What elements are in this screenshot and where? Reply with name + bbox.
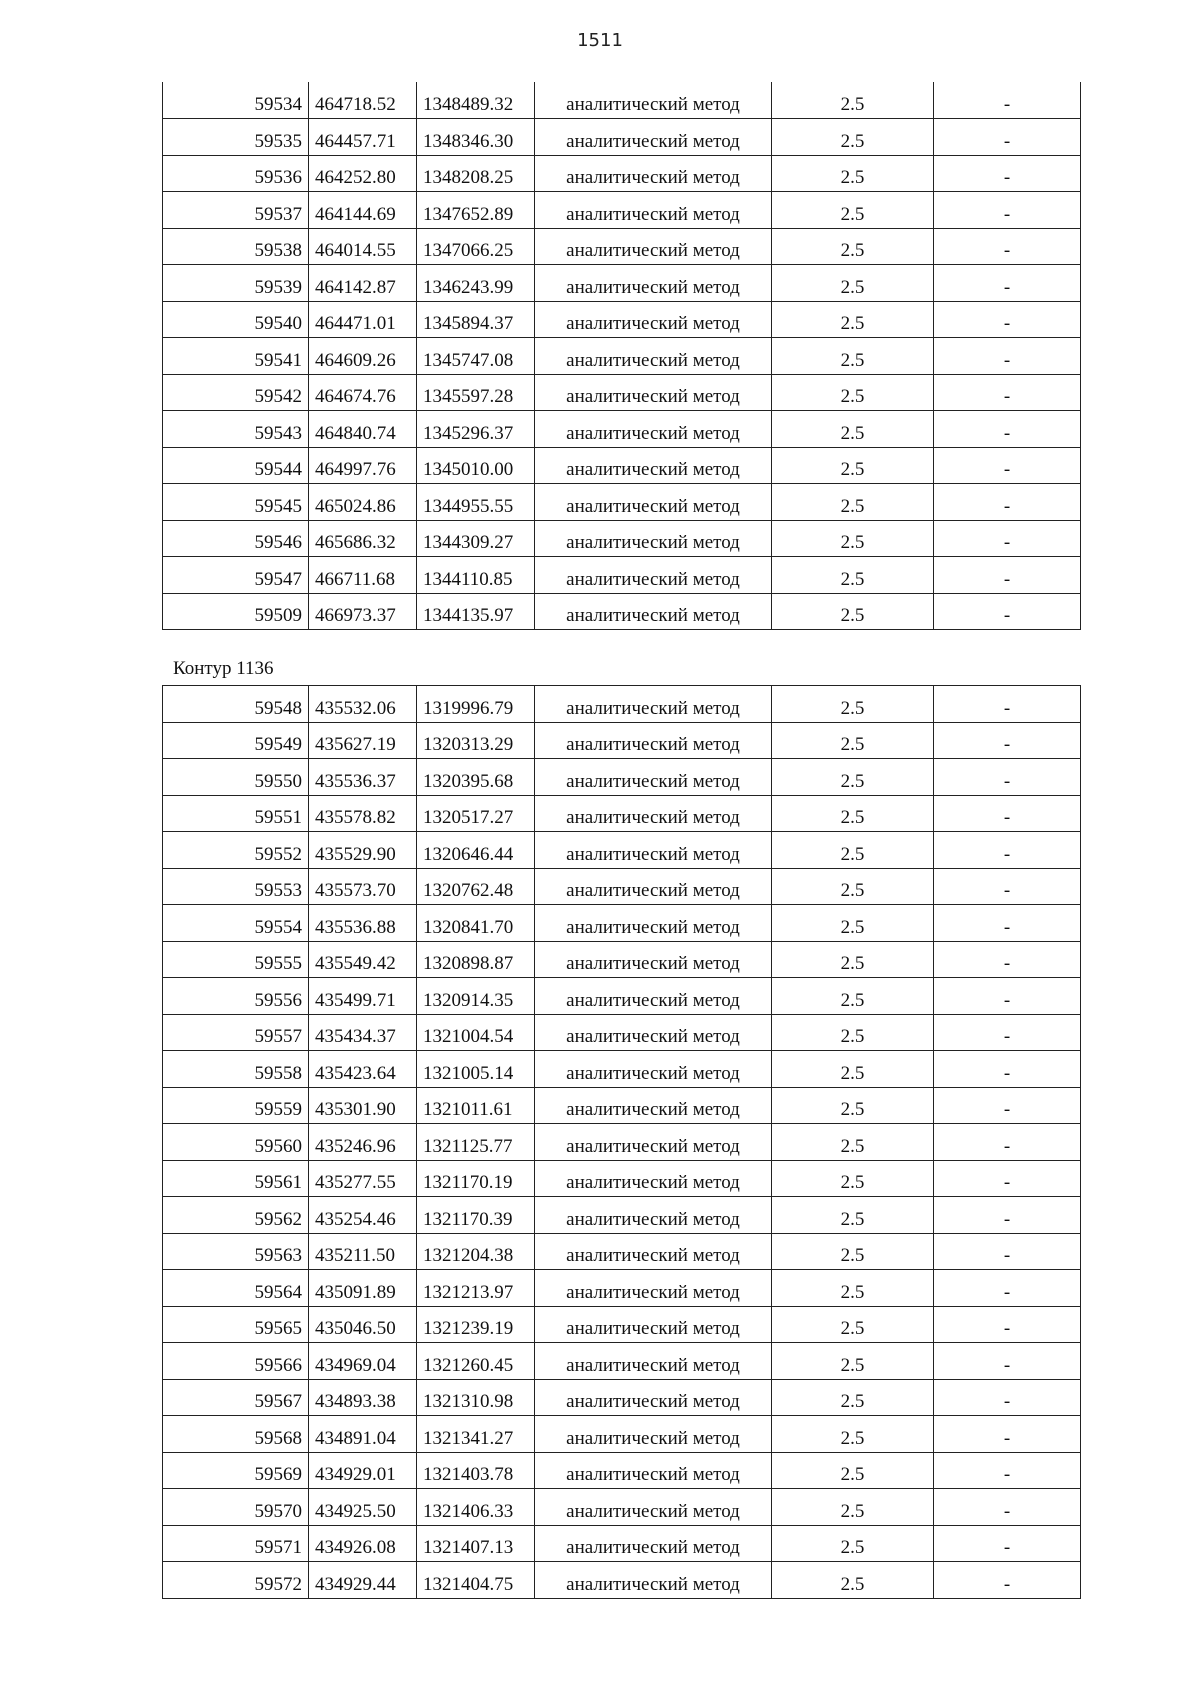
- point-number-cell: 59562: [163, 1197, 309, 1234]
- table-row: [163, 119, 1081, 156]
- y-coordinate-cell: 1345597.28: [417, 374, 535, 411]
- method-cell: аналитический метод: [535, 795, 772, 832]
- page-number: 1511: [577, 30, 623, 51]
- accuracy-cell: 2.5: [772, 686, 934, 723]
- note-cell: -: [934, 1379, 1081, 1416]
- accuracy-cell: 2.5: [772, 978, 934, 1015]
- method-cell: аналитический метод: [535, 155, 772, 192]
- method-cell: аналитический метод: [535, 1270, 772, 1307]
- accuracy-cell: 2.5: [772, 1489, 934, 1526]
- table-row: [163, 520, 1081, 557]
- accuracy-cell: 2.5: [772, 301, 934, 338]
- y-coordinate-cell: 1348208.25: [417, 155, 535, 192]
- point-number-cell: 59548: [163, 686, 309, 723]
- note-cell: -: [934, 1343, 1081, 1380]
- point-number-cell: 59535: [163, 119, 309, 156]
- method-cell: аналитический метод: [535, 265, 772, 302]
- method-cell: аналитический метод: [535, 1489, 772, 1526]
- table-row: [163, 759, 1081, 796]
- table-row: [163, 155, 1081, 192]
- x-coordinate-cell: 435423.64: [309, 1051, 417, 1088]
- point-number-cell: 59569: [163, 1452, 309, 1489]
- x-coordinate-cell: 464144.69: [309, 192, 417, 229]
- point-number-cell: 59556: [163, 978, 309, 1015]
- y-coordinate-cell: 1321170.19: [417, 1160, 535, 1197]
- table-row: [163, 1124, 1081, 1161]
- note-cell: -: [934, 411, 1081, 448]
- y-coordinate-cell: 1320517.27: [417, 795, 535, 832]
- point-number-cell: 59567: [163, 1379, 309, 1416]
- x-coordinate-cell: 464142.87: [309, 265, 417, 302]
- point-number-cell: 59561: [163, 1160, 309, 1197]
- y-coordinate-cell: 1345747.08: [417, 338, 535, 375]
- y-coordinate-cell: 1345894.37: [417, 301, 535, 338]
- accuracy-cell: 2.5: [772, 557, 934, 594]
- accuracy-cell: 2.5: [772, 1197, 934, 1234]
- accuracy-cell: 2.5: [772, 593, 934, 630]
- table-row: [163, 905, 1081, 942]
- table-row: [163, 557, 1081, 594]
- x-coordinate-cell: 464471.01: [309, 301, 417, 338]
- x-coordinate-cell: 435301.90: [309, 1087, 417, 1124]
- accuracy-cell: 2.5: [772, 759, 934, 796]
- y-coordinate-cell: 1321004.54: [417, 1014, 535, 1051]
- accuracy-cell: 2.5: [772, 795, 934, 832]
- accuracy-cell: 2.5: [772, 1124, 934, 1161]
- accuracy-cell: 2.5: [772, 265, 934, 302]
- method-cell: аналитический метод: [535, 374, 772, 411]
- table-row: [163, 301, 1081, 338]
- y-coordinate-cell: 1321213.97: [417, 1270, 535, 1307]
- point-number-cell: 59570: [163, 1489, 309, 1526]
- accuracy-cell: 2.5: [772, 1160, 934, 1197]
- y-coordinate-cell: 1347652.89: [417, 192, 535, 229]
- point-number-cell: 59543: [163, 411, 309, 448]
- table-row: [163, 411, 1081, 448]
- method-cell: аналитический метод: [535, 338, 772, 375]
- table-row: [163, 1197, 1081, 1234]
- x-coordinate-cell: 435246.96: [309, 1124, 417, 1161]
- method-cell: аналитический метод: [535, 1379, 772, 1416]
- x-coordinate-cell: 435254.46: [309, 1197, 417, 1234]
- accuracy-cell: 2.5: [772, 447, 934, 484]
- table-row: [163, 978, 1081, 1015]
- table-row: [163, 82, 1081, 119]
- point-number-cell: 59558: [163, 1051, 309, 1088]
- method-cell: аналитический метод: [535, 1014, 772, 1051]
- y-coordinate-cell: 1321239.19: [417, 1306, 535, 1343]
- table-row: [163, 265, 1081, 302]
- y-coordinate-cell: 1345296.37: [417, 411, 535, 448]
- note-cell: -: [934, 1014, 1081, 1051]
- note-cell: -: [934, 1124, 1081, 1161]
- contour-label: Контур 1136: [173, 658, 274, 679]
- y-coordinate-cell: 1320646.44: [417, 832, 535, 869]
- table-row: [163, 941, 1081, 978]
- point-number-cell: 59559: [163, 1087, 309, 1124]
- x-coordinate-cell: 434929.01: [309, 1452, 417, 1489]
- accuracy-cell: 2.5: [772, 1306, 934, 1343]
- table-row: [163, 192, 1081, 229]
- point-number-cell: 59554: [163, 905, 309, 942]
- x-coordinate-cell: 466711.68: [309, 557, 417, 594]
- note-cell: -: [934, 484, 1081, 521]
- x-coordinate-cell: 434926.08: [309, 1525, 417, 1562]
- accuracy-cell: 2.5: [772, 722, 934, 759]
- accuracy-cell: 2.5: [772, 1379, 934, 1416]
- point-number-cell: 59549: [163, 722, 309, 759]
- method-cell: аналитический метод: [535, 1416, 772, 1453]
- y-coordinate-cell: 1348346.30: [417, 119, 535, 156]
- table-row: [163, 868, 1081, 905]
- note-cell: -: [934, 447, 1081, 484]
- x-coordinate-cell: 435211.50: [309, 1233, 417, 1270]
- point-number-cell: 59571: [163, 1525, 309, 1562]
- point-number-cell: 59568: [163, 1416, 309, 1453]
- note-cell: -: [934, 301, 1081, 338]
- method-cell: аналитический метод: [535, 1160, 772, 1197]
- method-cell: аналитический метод: [535, 447, 772, 484]
- point-number-cell: 59545: [163, 484, 309, 521]
- x-coordinate-cell: 435549.42: [309, 941, 417, 978]
- accuracy-cell: 2.5: [772, 1087, 934, 1124]
- note-cell: -: [934, 1051, 1081, 1088]
- y-coordinate-cell: 1347066.25: [417, 228, 535, 265]
- x-coordinate-cell: 464252.80: [309, 155, 417, 192]
- method-cell: аналитический метод: [535, 1525, 772, 1562]
- method-cell: аналитический метод: [535, 119, 772, 156]
- note-cell: -: [934, 1525, 1081, 1562]
- y-coordinate-cell: 1321406.33: [417, 1489, 535, 1526]
- accuracy-cell: 2.5: [772, 941, 934, 978]
- table-row: [163, 338, 1081, 375]
- note-cell: -: [934, 374, 1081, 411]
- table-row: [163, 1233, 1081, 1270]
- accuracy-cell: 2.5: [772, 484, 934, 521]
- y-coordinate-cell: 1320898.87: [417, 941, 535, 978]
- method-cell: аналитический метод: [535, 557, 772, 594]
- y-coordinate-cell: 1321170.39: [417, 1197, 535, 1234]
- note-cell: -: [934, 686, 1081, 723]
- method-cell: аналитический метод: [535, 1452, 772, 1489]
- table-row: [163, 1525, 1081, 1562]
- method-cell: аналитический метод: [535, 1087, 772, 1124]
- x-coordinate-cell: 435499.71: [309, 978, 417, 1015]
- x-coordinate-cell: 435434.37: [309, 1014, 417, 1051]
- point-number-cell: 59542: [163, 374, 309, 411]
- point-number-cell: 59538: [163, 228, 309, 265]
- table-row: [163, 1562, 1081, 1599]
- accuracy-cell: 2.5: [772, 1525, 934, 1562]
- point-number-cell: 59540: [163, 301, 309, 338]
- note-cell: -: [934, 1233, 1081, 1270]
- x-coordinate-cell: 434969.04: [309, 1343, 417, 1380]
- point-number-cell: 59572: [163, 1562, 309, 1599]
- table-row: [163, 228, 1081, 265]
- x-coordinate-cell: 435046.50: [309, 1306, 417, 1343]
- accuracy-cell: 2.5: [772, 832, 934, 869]
- point-number-cell: 59566: [163, 1343, 309, 1380]
- x-coordinate-cell: 435091.89: [309, 1270, 417, 1307]
- accuracy-cell: 2.5: [772, 338, 934, 375]
- x-coordinate-cell: 464609.26: [309, 338, 417, 375]
- accuracy-cell: 2.5: [772, 1233, 934, 1270]
- accuracy-cell: 2.5: [772, 1416, 934, 1453]
- method-cell: аналитический метод: [535, 411, 772, 448]
- point-number-cell: 59546: [163, 520, 309, 557]
- accuracy-cell: 2.5: [772, 1014, 934, 1051]
- y-coordinate-cell: 1344309.27: [417, 520, 535, 557]
- table-row: [163, 1416, 1081, 1453]
- accuracy-cell: 2.5: [772, 868, 934, 905]
- accuracy-cell: 2.5: [772, 119, 934, 156]
- method-cell: аналитический метод: [535, 593, 772, 630]
- y-coordinate-cell: 1321005.14: [417, 1051, 535, 1088]
- table-row: [163, 1343, 1081, 1380]
- accuracy-cell: 2.5: [772, 1452, 934, 1489]
- note-cell: -: [934, 868, 1081, 905]
- y-coordinate-cell: 1345010.00: [417, 447, 535, 484]
- note-cell: -: [934, 832, 1081, 869]
- x-coordinate-cell: 435532.06: [309, 686, 417, 723]
- method-cell: аналитический метод: [535, 905, 772, 942]
- table-row: [163, 1087, 1081, 1124]
- x-coordinate-cell: 464014.55: [309, 228, 417, 265]
- y-coordinate-cell: 1321403.78: [417, 1452, 535, 1489]
- x-coordinate-cell: 465686.32: [309, 520, 417, 557]
- note-cell: -: [934, 1452, 1081, 1489]
- table-row: [163, 1306, 1081, 1343]
- accuracy-cell: 2.5: [772, 192, 934, 229]
- x-coordinate-cell: 466973.37: [309, 593, 417, 630]
- method-cell: аналитический метод: [535, 1562, 772, 1599]
- note-cell: -: [934, 1562, 1081, 1599]
- y-coordinate-cell: 1348489.32: [417, 82, 535, 119]
- table-row: [163, 593, 1081, 630]
- method-cell: аналитический метод: [535, 301, 772, 338]
- table-row: [163, 1489, 1081, 1526]
- note-cell: -: [934, 520, 1081, 557]
- point-number-cell: 59563: [163, 1233, 309, 1270]
- y-coordinate-cell: 1344135.97: [417, 593, 535, 630]
- point-number-cell: 59544: [163, 447, 309, 484]
- accuracy-cell: 2.5: [772, 82, 934, 119]
- y-coordinate-cell: 1320914.35: [417, 978, 535, 1015]
- y-coordinate-cell: 1321204.38: [417, 1233, 535, 1270]
- note-cell: -: [934, 265, 1081, 302]
- method-cell: аналитический метод: [535, 759, 772, 796]
- method-cell: аналитический метод: [535, 1233, 772, 1270]
- table-row: [163, 484, 1081, 521]
- note-cell: -: [934, 1087, 1081, 1124]
- note-cell: -: [934, 1306, 1081, 1343]
- point-number-cell: 59547: [163, 557, 309, 594]
- note-cell: -: [934, 1197, 1081, 1234]
- point-number-cell: 59551: [163, 795, 309, 832]
- y-coordinate-cell: 1321125.77: [417, 1124, 535, 1161]
- note-cell: -: [934, 941, 1081, 978]
- point-number-cell: 59557: [163, 1014, 309, 1051]
- note-cell: -: [934, 155, 1081, 192]
- accuracy-cell: 2.5: [772, 1562, 934, 1599]
- x-coordinate-cell: 435627.19: [309, 722, 417, 759]
- coordinates-table: [162, 82, 1081, 630]
- table-row: [163, 1014, 1081, 1051]
- method-cell: аналитический метод: [535, 722, 772, 759]
- x-coordinate-cell: 464997.76: [309, 447, 417, 484]
- point-number-cell: 59564: [163, 1270, 309, 1307]
- note-cell: -: [934, 228, 1081, 265]
- y-coordinate-cell: 1320762.48: [417, 868, 535, 905]
- y-coordinate-cell: 1321404.75: [417, 1562, 535, 1599]
- accuracy-cell: 2.5: [772, 1051, 934, 1088]
- note-cell: -: [934, 192, 1081, 229]
- table-row: [163, 795, 1081, 832]
- note-cell: -: [934, 593, 1081, 630]
- method-cell: аналитический метод: [535, 1306, 772, 1343]
- table-row: [163, 374, 1081, 411]
- x-coordinate-cell: 464457.71: [309, 119, 417, 156]
- x-coordinate-cell: 435573.70: [309, 868, 417, 905]
- accuracy-cell: 2.5: [772, 1270, 934, 1307]
- y-coordinate-cell: 1321260.45: [417, 1343, 535, 1380]
- x-coordinate-cell: 465024.86: [309, 484, 417, 521]
- note-cell: -: [934, 722, 1081, 759]
- note-cell: -: [934, 905, 1081, 942]
- table-row: [163, 1270, 1081, 1307]
- method-cell: аналитический метод: [535, 192, 772, 229]
- x-coordinate-cell: 435529.90: [309, 832, 417, 869]
- accuracy-cell: 2.5: [772, 520, 934, 557]
- y-coordinate-cell: 1320841.70: [417, 905, 535, 942]
- table-row: [163, 447, 1081, 484]
- y-coordinate-cell: 1320313.29: [417, 722, 535, 759]
- y-coordinate-cell: 1346243.99: [417, 265, 535, 302]
- table-row: [163, 1452, 1081, 1489]
- table-row: [163, 686, 1081, 723]
- point-number-cell: 59552: [163, 832, 309, 869]
- note-cell: -: [934, 759, 1081, 796]
- x-coordinate-cell: 464840.74: [309, 411, 417, 448]
- table-row: [163, 722, 1081, 759]
- x-coordinate-cell: 435277.55: [309, 1160, 417, 1197]
- note-cell: -: [934, 82, 1081, 119]
- method-cell: аналитический метод: [535, 941, 772, 978]
- y-coordinate-cell: 1319996.79: [417, 686, 535, 723]
- method-cell: аналитический метод: [535, 520, 772, 557]
- accuracy-cell: 2.5: [772, 905, 934, 942]
- x-coordinate-cell: 434891.04: [309, 1416, 417, 1453]
- accuracy-cell: 2.5: [772, 1343, 934, 1380]
- method-cell: аналитический метод: [535, 1124, 772, 1161]
- note-cell: -: [934, 119, 1081, 156]
- x-coordinate-cell: 434925.50: [309, 1489, 417, 1526]
- point-number-cell: 59534: [163, 82, 309, 119]
- method-cell: аналитический метод: [535, 1197, 772, 1234]
- y-coordinate-cell: 1321310.98: [417, 1379, 535, 1416]
- x-coordinate-cell: 434893.38: [309, 1379, 417, 1416]
- point-number-cell: 59537: [163, 192, 309, 229]
- y-coordinate-cell: 1344955.55: [417, 484, 535, 521]
- x-coordinate-cell: 435536.37: [309, 759, 417, 796]
- method-cell: аналитический метод: [535, 484, 772, 521]
- method-cell: аналитический метод: [535, 868, 772, 905]
- point-number-cell: 59550: [163, 759, 309, 796]
- coordinates-table-contour-1136: [162, 685, 1081, 1599]
- point-number-cell: 59539: [163, 265, 309, 302]
- note-cell: -: [934, 1489, 1081, 1526]
- method-cell: аналитический метод: [535, 228, 772, 265]
- x-coordinate-cell: 434929.44: [309, 1562, 417, 1599]
- point-number-cell: 59509: [163, 593, 309, 630]
- note-cell: -: [934, 978, 1081, 1015]
- method-cell: аналитический метод: [535, 686, 772, 723]
- note-cell: -: [934, 1416, 1081, 1453]
- point-number-cell: 59536: [163, 155, 309, 192]
- x-coordinate-cell: 435578.82: [309, 795, 417, 832]
- point-number-cell: 59560: [163, 1124, 309, 1161]
- accuracy-cell: 2.5: [772, 374, 934, 411]
- accuracy-cell: 2.5: [772, 228, 934, 265]
- y-coordinate-cell: 1344110.85: [417, 557, 535, 594]
- method-cell: аналитический метод: [535, 978, 772, 1015]
- y-coordinate-cell: 1321011.61: [417, 1087, 535, 1124]
- point-number-cell: 59553: [163, 868, 309, 905]
- note-cell: -: [934, 1160, 1081, 1197]
- x-coordinate-cell: 464674.76: [309, 374, 417, 411]
- method-cell: аналитический метод: [535, 1051, 772, 1088]
- method-cell: аналитический метод: [535, 82, 772, 119]
- accuracy-cell: 2.5: [772, 411, 934, 448]
- x-coordinate-cell: 464718.52: [309, 82, 417, 119]
- table-row: [163, 1160, 1081, 1197]
- note-cell: -: [934, 557, 1081, 594]
- point-number-cell: 59565: [163, 1306, 309, 1343]
- y-coordinate-cell: 1320395.68: [417, 759, 535, 796]
- accuracy-cell: 2.5: [772, 155, 934, 192]
- y-coordinate-cell: 1321341.27: [417, 1416, 535, 1453]
- method-cell: аналитический метод: [535, 1343, 772, 1380]
- note-cell: -: [934, 1270, 1081, 1307]
- point-number-cell: 59541: [163, 338, 309, 375]
- table-row: [163, 1379, 1081, 1416]
- point-number-cell: 59555: [163, 941, 309, 978]
- table-row: [163, 832, 1081, 869]
- method-cell: аналитический метод: [535, 832, 772, 869]
- note-cell: -: [934, 338, 1081, 375]
- table-row: [163, 1051, 1081, 1088]
- note-cell: -: [934, 795, 1081, 832]
- y-coordinate-cell: 1321407.13: [417, 1525, 535, 1562]
- x-coordinate-cell: 435536.88: [309, 905, 417, 942]
